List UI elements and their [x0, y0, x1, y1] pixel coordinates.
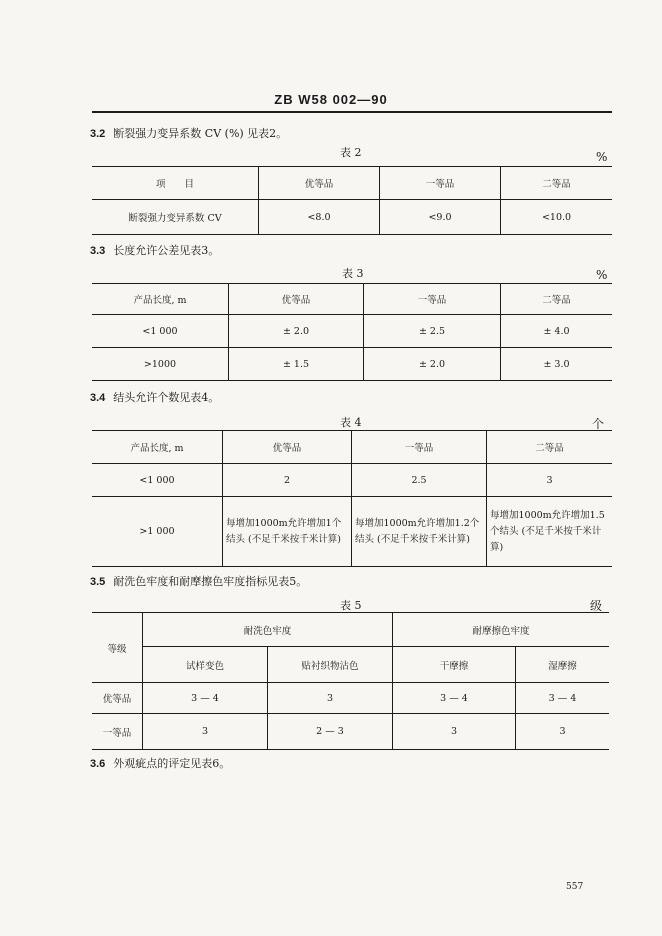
table-5-row-label: 一等品 — [92, 714, 143, 750]
table-2-head-grade-2: 二等品 — [501, 167, 613, 200]
table-3-cell: ± 4.0 — [501, 315, 613, 348]
section-text: 断裂强力变异系数 CV (%) 见表2。 — [113, 127, 288, 140]
table-4-head-grade-1: 一等品 — [352, 431, 487, 464]
table-3-cell: ± 2.0 — [364, 348, 501, 381]
section-text: 结头允许个数见表4。 — [113, 391, 220, 404]
section-number: 3.4 — [90, 392, 106, 404]
table-5-head-grade: 等级 — [92, 613, 143, 683]
table-3-row-label: <1 000 — [92, 315, 229, 348]
table-5-cell: 3 — 4 — [393, 683, 516, 714]
table-4 — [92, 430, 612, 567]
section-text: 长度允许公差见表3。 — [113, 244, 220, 257]
section-3-3 — [90, 242, 219, 258]
standard-header: ZB W58 002—90 — [274, 92, 388, 107]
table-5-cell: 3 — 4 — [143, 683, 268, 714]
table-3-row-label: >1000 — [92, 348, 229, 381]
table-5 — [92, 612, 609, 750]
table-4-cell: 3 — [487, 464, 613, 497]
table-2-caption: 表 2 — [340, 146, 362, 159]
table-3-head-grade-a: 优等品 — [229, 284, 364, 315]
table-5-sub-head: 贴衬织物沾色 — [268, 647, 393, 683]
table-3-caption: 表 3 — [342, 267, 364, 280]
table-3 — [92, 283, 612, 381]
table-4-row-label: >1 000 — [92, 497, 223, 567]
table-4-row-label: <1 000 — [92, 464, 223, 497]
section-number: 3.6 — [90, 758, 106, 770]
table-4-head-grade-2: 二等品 — [487, 431, 613, 464]
table-2-cell: <9.0 — [380, 200, 501, 235]
table-5-head-wash: 耐洗色牢度 — [143, 613, 393, 647]
table-2-head-item: 项 目 — [92, 167, 259, 200]
section-text: 耐洗色牢度和耐摩擦色牢度指标见表5。 — [113, 575, 308, 588]
table-5-sub-head: 湿摩擦 — [516, 647, 610, 683]
table-5-sub-head: 试样变色 — [143, 647, 268, 683]
section-3-4 — [90, 389, 219, 405]
section-number: 3.5 — [90, 576, 106, 588]
section-number: 3.3 — [90, 245, 106, 257]
table-5-cell: 3 — [393, 714, 516, 750]
table-5-unit: 级 — [590, 599, 603, 613]
table-4-unit: 个 — [592, 417, 605, 431]
section-text: 外观疵点的评定见表6。 — [113, 757, 231, 770]
table-3-cell: ± 3.0 — [501, 348, 613, 381]
table-5-cell: 3 — [143, 714, 268, 750]
table-4-cell: 2 — [223, 464, 352, 497]
table-5-head-rub: 耐摩擦色牢度 — [393, 613, 610, 647]
table-3-head-length: 产品长度, m — [92, 284, 229, 315]
table-4-head-length: 产品长度, m — [92, 431, 223, 464]
table-5-cell: 2 — 3 — [268, 714, 393, 750]
table-5-caption: 表 5 — [340, 599, 362, 612]
table-2-head-grade-a: 优等品 — [259, 167, 380, 200]
table-4-cell: 2.5 — [352, 464, 487, 497]
table-3-head-grade-2: 二等品 — [501, 284, 613, 315]
table-2-unit: % — [596, 150, 608, 164]
table-5-row-label: 优等品 — [92, 683, 143, 714]
table-4-cell: 每增加1000m允许增加1.5个结头 (不足千米按千米计算) — [487, 497, 613, 567]
table-5-sub-head: 干摩擦 — [393, 647, 516, 683]
table-4-head-grade-a: 优等品 — [223, 431, 352, 464]
table-2-cell: <10.0 — [501, 200, 613, 235]
section-3-5 — [90, 573, 307, 589]
table-3-unit: % — [596, 268, 608, 282]
table-5-cell: 3 — 4 — [516, 683, 610, 714]
page-number: 557 — [566, 882, 584, 892]
table-4-cell: 每增加1000m允许增加1.2个结头 (不足千米按千米计算) — [352, 497, 487, 567]
table-4-cell: 每增加1000m允许增加1个结头 (不足千米按千米计算) — [223, 497, 352, 567]
table-3-head-grade-1: 一等品 — [364, 284, 501, 315]
section-3-6 — [90, 755, 230, 771]
section-number: 3.2 — [90, 128, 106, 140]
header-rule — [92, 111, 612, 113]
table-5-cell: 3 — [516, 714, 610, 750]
table-2 — [92, 166, 612, 235]
table-3-cell: ± 1.5 — [229, 348, 364, 381]
table-5-cell: 3 — [268, 683, 393, 714]
table-2-head-grade-1: 一等品 — [380, 167, 501, 200]
table-3-cell: ± 2.5 — [364, 315, 501, 348]
table-2-row-label: 断裂强力变异系数 CV — [92, 200, 259, 235]
table-4-caption: 表 4 — [340, 416, 362, 429]
section-3-2 — [90, 125, 287, 141]
table-3-cell: ± 2.0 — [229, 315, 364, 348]
table-2-cell: <8.0 — [259, 200, 380, 235]
